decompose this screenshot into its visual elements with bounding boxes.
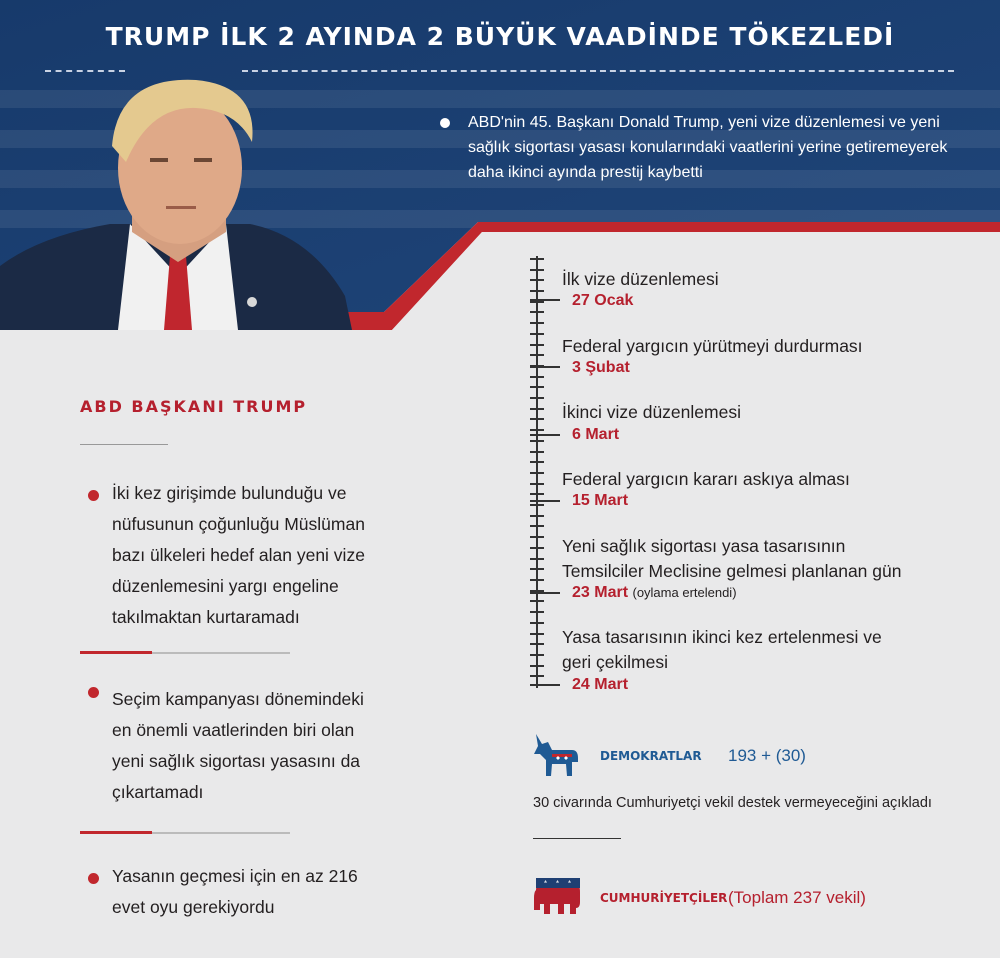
timeline-tick — [530, 568, 544, 570]
republican-note: 30 civarında Cumhuriyetçi vekil destek vermeyeceğini açıkladı — [533, 795, 932, 811]
timeline-event-label: Yasa tasarısının ikinci kez ertelenmesi ve geri çekilmesi — [562, 627, 882, 672]
timeline-tick — [530, 536, 544, 538]
left-heading: ABD BAŞKANI TRUMP — [80, 397, 308, 416]
heading-rule — [80, 444, 168, 445]
left-bullet-1: İki kez girişimde bulunduğu ve nüfusunun çoğunluğu Müslüman bazı ülkeleri hedef alan yeni vize düzenlemesini yargı engeline takılmaktan kurtaramadı — [112, 483, 365, 627]
democrats-count: 193 + (30) — [728, 746, 806, 765]
timeline-tick — [530, 515, 544, 517]
bullet-icon — [88, 687, 99, 698]
timeline-tick — [530, 483, 544, 485]
bullet-separator — [80, 832, 290, 834]
timeline-tick — [530, 472, 544, 474]
timeline-tick — [530, 558, 544, 560]
timeline-event-date: 3 Şubat — [572, 359, 630, 376]
parties-divider — [533, 838, 621, 839]
timeline-tick — [530, 311, 544, 313]
intro-bullet-icon — [440, 118, 450, 128]
timeline-tick — [530, 525, 544, 527]
timeline-event-label: Federal yargıcın kararı askıya alması — [562, 469, 850, 489]
timeline-tick — [530, 643, 544, 645]
timeline-event-tick — [530, 500, 560, 502]
trump-portrait — [0, 66, 360, 330]
timeline-event-label: İkinci vize düzenlemesi — [562, 402, 741, 422]
timeline-tick — [530, 675, 544, 677]
timeline-event-tick — [530, 366, 560, 368]
timeline-tick — [530, 344, 544, 346]
timeline-event-note: (oylama ertelendi) — [632, 585, 737, 600]
timeline-tick — [530, 258, 544, 260]
bullet-icon — [88, 490, 99, 501]
timeline-event-date: 23 Mart (oylama ertelendi) — [572, 584, 737, 601]
timeline-event-date: 24 Mart — [572, 676, 629, 693]
timeline-tick — [530, 579, 544, 581]
timeline-tick — [530, 504, 544, 506]
timeline-tick — [530, 386, 544, 388]
timeline-tick — [530, 408, 544, 410]
bullet-icon — [88, 873, 99, 884]
timeline-tick — [530, 611, 544, 613]
timeline-tick — [530, 354, 544, 356]
republicans-count: (Toplam 237 vekil) — [728, 888, 866, 907]
timeline-tick — [530, 547, 544, 549]
timeline-event-date: 27 Ocak — [572, 292, 634, 309]
timeline-tick — [530, 418, 544, 420]
timeline-event-label: İlk vize düzenlemesi — [562, 269, 719, 289]
timeline-tick — [530, 600, 544, 602]
timeline-tick — [530, 397, 544, 399]
timeline-tick — [530, 429, 544, 431]
timeline-tick — [530, 440, 544, 442]
timeline-event-tick — [530, 592, 560, 594]
timeline-tick — [530, 333, 544, 335]
left-bullet-2: Seçim kampanyası dönemindeki en önemli vaatlerinden biri olan yeni sağlık sigortası yasasını da çıkartamadı — [112, 689, 364, 802]
page-title: TRUMP İLK 2 AYINDA 2 BÜYÜK VAADİNDE TÖKEZLEDİ — [105, 22, 895, 51]
timeline-tick — [530, 279, 544, 281]
bullet-separator — [80, 652, 290, 654]
intro-text: ABD'nin 45. Başkanı Donald Trump, yeni vize düzenlemesi ve yeni sağlık sigortası yasası konularındaki vaatlerini yerine getiremeyerek daha ikinci ayında prestij kaybetti — [468, 114, 948, 181]
timeline-tick — [530, 269, 544, 271]
timeline-tick — [530, 654, 544, 656]
republicans-label: CUMHURİYETÇİLER — [600, 891, 728, 905]
elephant-icon — [532, 876, 584, 916]
title-divider-right — [242, 70, 954, 72]
left-bullet-3: Yasanın geçmesi için en az 216 evet oyu gerekiyordu — [112, 866, 358, 917]
timeline-tick — [530, 633, 544, 635]
democrats-label: DEMOKRATLAR — [600, 749, 702, 763]
timeline-tick — [530, 461, 544, 463]
timeline-event-tick — [530, 299, 560, 301]
timeline-event-tick — [530, 684, 560, 686]
timeline-tick — [530, 290, 544, 292]
timeline-tick — [530, 622, 544, 624]
donkey-icon — [532, 732, 582, 778]
timeline-tick — [530, 451, 544, 453]
timeline-tick — [530, 493, 544, 495]
timeline-event-tick — [530, 434, 560, 436]
timeline-event-label: Yeni sağlık sigortası yasa tasarısının Temsilciler Meclisine gelmesi planlanan gün — [562, 536, 902, 581]
timeline-event-date: 6 Mart — [572, 426, 620, 443]
title-divider-left — [45, 70, 125, 72]
timeline-tick — [530, 376, 544, 378]
timeline-tick — [530, 301, 544, 303]
timeline-event-label: Federal yargıcın yürütmeyi durdurması — [562, 336, 863, 356]
timeline-tick — [530, 322, 544, 324]
timeline-tick — [530, 665, 544, 667]
timeline-event-date: 15 Mart — [572, 492, 629, 509]
